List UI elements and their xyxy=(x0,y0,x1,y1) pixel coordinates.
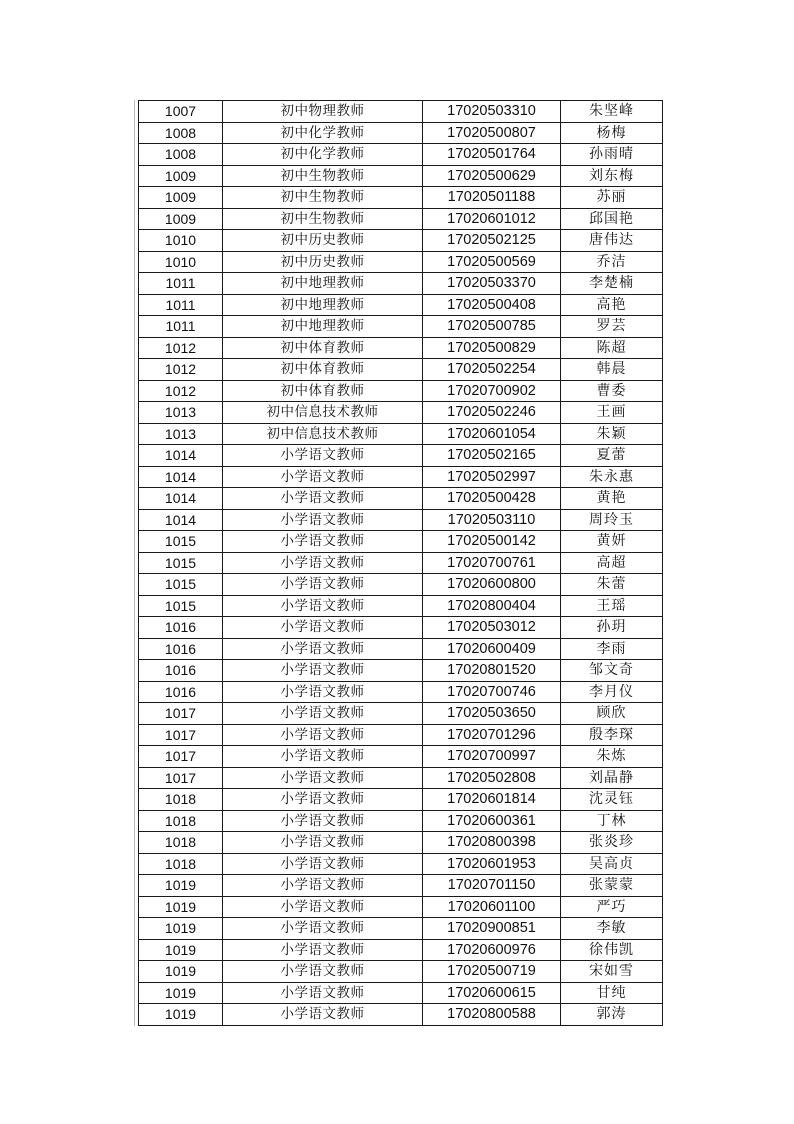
exam-number-cell: 17020501764 xyxy=(423,144,561,166)
table-row xyxy=(139,703,663,725)
candidate-name-cell: 吴高贞 xyxy=(561,853,663,875)
candidate-name-cell: 刘东梅 xyxy=(561,165,663,187)
exam-number-cell: 17020601100 xyxy=(423,896,561,918)
position-code-cell: 1014 xyxy=(139,466,223,488)
table-row xyxy=(139,402,663,424)
candidate-name-cell: 朱炼 xyxy=(561,746,663,768)
position-title-cell: 小学语文教师 xyxy=(223,1004,423,1026)
position-code-cell: 1019 xyxy=(139,939,223,961)
position-title-cell: 小学语文教师 xyxy=(223,574,423,596)
position-title-cell: 小学语文教师 xyxy=(223,746,423,768)
exam-number-cell: 17020500142 xyxy=(423,531,561,553)
position-code-cell: 1009 xyxy=(139,208,223,230)
position-code-cell: 1019 xyxy=(139,1004,223,1026)
table-row xyxy=(139,853,663,875)
position-title-cell: 初中地理教师 xyxy=(223,294,423,316)
table-row xyxy=(139,251,663,273)
position-title-cell: 初中信息技术教师 xyxy=(223,402,423,424)
table-row xyxy=(139,939,663,961)
candidate-name-cell: 李楚楠 xyxy=(561,273,663,295)
candidate-name-cell: 王瑶 xyxy=(561,595,663,617)
position-title-cell: 初中历史教师 xyxy=(223,230,423,252)
position-title-cell: 初中地理教师 xyxy=(223,316,423,338)
candidate-name-cell: 孙玥 xyxy=(561,617,663,639)
position-code-cell: 1019 xyxy=(139,875,223,897)
position-title-cell: 初中地理教师 xyxy=(223,273,423,295)
candidate-name-cell: 郭涛 xyxy=(561,1004,663,1026)
position-title-cell: 初中生物教师 xyxy=(223,165,423,187)
candidate-name-cell: 黄艳 xyxy=(561,488,663,510)
position-title-cell: 小学语文教师 xyxy=(223,488,423,510)
candidate-name-cell: 宋如雪 xyxy=(561,961,663,983)
position-code-cell: 1009 xyxy=(139,165,223,187)
exam-number-cell: 17020502254 xyxy=(423,359,561,381)
candidate-name-cell: 陈超 xyxy=(561,337,663,359)
position-code-cell: 1009 xyxy=(139,187,223,209)
table-row xyxy=(139,617,663,639)
position-title-cell: 小学语文教师 xyxy=(223,531,423,553)
table-row xyxy=(139,122,663,144)
candidate-name-cell: 沈灵钰 xyxy=(561,789,663,811)
position-code-cell: 1010 xyxy=(139,251,223,273)
position-code-cell: 1013 xyxy=(139,423,223,445)
table-row xyxy=(139,488,663,510)
candidate-name-cell: 罗芸 xyxy=(561,316,663,338)
exam-number-cell: 17020801520 xyxy=(423,660,561,682)
table-row xyxy=(139,531,663,553)
exam-number-cell: 17020500807 xyxy=(423,122,561,144)
table-row xyxy=(139,187,663,209)
candidate-name-cell: 张炎珍 xyxy=(561,832,663,854)
position-code-cell: 1016 xyxy=(139,638,223,660)
candidate-name-cell: 高超 xyxy=(561,552,663,574)
position-title-cell: 小学语文教师 xyxy=(223,767,423,789)
position-code-cell: 1010 xyxy=(139,230,223,252)
exam-number-cell: 17020502997 xyxy=(423,466,561,488)
exam-number-cell: 17020600800 xyxy=(423,574,561,596)
candidate-name-cell: 夏蕾 xyxy=(561,445,663,467)
table-row xyxy=(139,982,663,1004)
candidate-name-cell: 黄妍 xyxy=(561,531,663,553)
exam-number-cell: 17020503012 xyxy=(423,617,561,639)
position-title-cell: 小学语文教师 xyxy=(223,445,423,467)
candidate-name-cell: 徐伟凯 xyxy=(561,939,663,961)
position-code-cell: 1015 xyxy=(139,574,223,596)
table-row xyxy=(139,896,663,918)
exam-number-cell: 17020500785 xyxy=(423,316,561,338)
exam-number-cell: 17020601012 xyxy=(423,208,561,230)
exam-number-cell: 17020502125 xyxy=(423,230,561,252)
candidate-name-cell: 李敏 xyxy=(561,918,663,940)
table-body xyxy=(139,101,663,1026)
position-code-cell: 1007 xyxy=(139,101,223,123)
position-title-cell: 初中生物教师 xyxy=(223,187,423,209)
table-row xyxy=(139,230,663,252)
exam-number-cell: 17020601953 xyxy=(423,853,561,875)
exam-number-cell: 17020700997 xyxy=(423,746,561,768)
exam-number-cell: 17020503110 xyxy=(423,509,561,531)
exam-number-cell: 17020600615 xyxy=(423,982,561,1004)
candidate-name-cell: 周玲玉 xyxy=(561,509,663,531)
table-row xyxy=(139,961,663,983)
position-title-cell: 小学语文教师 xyxy=(223,617,423,639)
candidate-name-cell: 朱颖 xyxy=(561,423,663,445)
position-code-cell: 1008 xyxy=(139,144,223,166)
table-row xyxy=(139,810,663,832)
table-row xyxy=(139,746,663,768)
position-title-cell: 小学语文教师 xyxy=(223,703,423,725)
candidate-name-cell: 张蒙蒙 xyxy=(561,875,663,897)
candidate-name-cell: 朱永惠 xyxy=(561,466,663,488)
table-row xyxy=(139,767,663,789)
position-title-cell: 小学语文教师 xyxy=(223,660,423,682)
table-row xyxy=(139,638,663,660)
table-row xyxy=(139,875,663,897)
position-title-cell: 初中信息技术教师 xyxy=(223,423,423,445)
position-title-cell: 小学语文教师 xyxy=(223,982,423,1004)
position-title-cell: 小学语文教师 xyxy=(223,724,423,746)
position-code-cell: 1014 xyxy=(139,509,223,531)
table-row xyxy=(139,316,663,338)
candidate-name-cell: 苏丽 xyxy=(561,187,663,209)
position-code-cell: 1018 xyxy=(139,789,223,811)
candidate-name-cell: 杨梅 xyxy=(561,122,663,144)
exam-number-cell: 17020900851 xyxy=(423,918,561,940)
position-code-cell: 1018 xyxy=(139,832,223,854)
exam-number-cell: 17020600976 xyxy=(423,939,561,961)
exam-number-cell: 17020500829 xyxy=(423,337,561,359)
position-code-cell: 1019 xyxy=(139,961,223,983)
candidate-name-cell: 王画 xyxy=(561,402,663,424)
position-title-cell: 初中历史教师 xyxy=(223,251,423,273)
table-row xyxy=(139,660,663,682)
position-code-cell: 1015 xyxy=(139,595,223,617)
exam-number-cell: 17020503310 xyxy=(423,101,561,123)
exam-number-cell: 17020501188 xyxy=(423,187,561,209)
candidate-results-table xyxy=(138,100,663,1026)
candidate-name-cell: 邹文奇 xyxy=(561,660,663,682)
position-title-cell: 初中体育教师 xyxy=(223,337,423,359)
exam-number-cell: 17020600361 xyxy=(423,810,561,832)
table-row xyxy=(139,1004,663,1026)
position-title-cell: 小学语文教师 xyxy=(223,789,423,811)
candidate-name-cell: 孙雨晴 xyxy=(561,144,663,166)
exam-number-cell: 17020502246 xyxy=(423,402,561,424)
position-title-cell: 初中化学教师 xyxy=(223,144,423,166)
position-code-cell: 1017 xyxy=(139,767,223,789)
table-row xyxy=(139,144,663,166)
candidate-name-cell: 顾欣 xyxy=(561,703,663,725)
position-title-cell: 小学语文教师 xyxy=(223,939,423,961)
exam-number-cell: 17020701296 xyxy=(423,724,561,746)
exam-number-cell: 17020500629 xyxy=(423,165,561,187)
position-code-cell: 1019 xyxy=(139,982,223,1004)
exam-number-cell: 17020502808 xyxy=(423,767,561,789)
candidate-name-cell: 曹委 xyxy=(561,380,663,402)
position-code-cell: 1015 xyxy=(139,552,223,574)
candidate-name-cell: 朱蕾 xyxy=(561,574,663,596)
position-code-cell: 1013 xyxy=(139,402,223,424)
position-code-cell: 1011 xyxy=(139,273,223,295)
position-title-cell: 小学语文教师 xyxy=(223,638,423,660)
table-row xyxy=(139,208,663,230)
exam-number-cell: 17020601814 xyxy=(423,789,561,811)
exam-number-cell: 17020800404 xyxy=(423,595,561,617)
table-row xyxy=(139,165,663,187)
candidate-name-cell: 刘晶静 xyxy=(561,767,663,789)
position-code-cell: 1011 xyxy=(139,316,223,338)
position-title-cell: 初中物理教师 xyxy=(223,101,423,123)
table-row xyxy=(139,101,663,123)
position-code-cell: 1016 xyxy=(139,617,223,639)
table-row xyxy=(139,832,663,854)
position-code-cell: 1017 xyxy=(139,746,223,768)
position-title-cell: 小学语文教师 xyxy=(223,961,423,983)
candidate-name-cell: 邱国艳 xyxy=(561,208,663,230)
exam-number-cell: 17020500428 xyxy=(423,488,561,510)
exam-number-cell: 17020800398 xyxy=(423,832,561,854)
table-row xyxy=(139,294,663,316)
position-title-cell: 小学语文教师 xyxy=(223,896,423,918)
candidate-name-cell: 朱坚峰 xyxy=(561,101,663,123)
position-title-cell: 小学语文教师 xyxy=(223,853,423,875)
position-title-cell: 初中体育教师 xyxy=(223,359,423,381)
position-title-cell: 小学语文教师 xyxy=(223,509,423,531)
candidate-name-cell: 唐伟达 xyxy=(561,230,663,252)
position-code-cell: 1015 xyxy=(139,531,223,553)
table-row xyxy=(139,789,663,811)
candidate-name-cell: 乔洁 xyxy=(561,251,663,273)
candidate-name-cell: 李月仪 xyxy=(561,681,663,703)
position-title-cell: 小学语文教师 xyxy=(223,918,423,940)
candidate-name-cell: 殷李琛 xyxy=(561,724,663,746)
exam-number-cell: 17020700746 xyxy=(423,681,561,703)
exam-number-cell: 17020700902 xyxy=(423,380,561,402)
candidate-name-cell: 高艳 xyxy=(561,294,663,316)
table-row xyxy=(139,509,663,531)
exam-number-cell: 17020500719 xyxy=(423,961,561,983)
position-code-cell: 1014 xyxy=(139,445,223,467)
position-code-cell: 1014 xyxy=(139,488,223,510)
candidate-name-cell: 甘纯 xyxy=(561,982,663,1004)
position-title-cell: 小学语文教师 xyxy=(223,875,423,897)
position-title-cell: 初中体育教师 xyxy=(223,380,423,402)
exam-number-cell: 17020500569 xyxy=(423,251,561,273)
position-code-cell: 1018 xyxy=(139,810,223,832)
table-row xyxy=(139,918,663,940)
table-row xyxy=(139,552,663,574)
position-code-cell: 1012 xyxy=(139,380,223,402)
position-title-cell: 小学语文教师 xyxy=(223,466,423,488)
position-title-cell: 小学语文教师 xyxy=(223,810,423,832)
position-code-cell: 1016 xyxy=(139,660,223,682)
position-title-cell: 小学语文教师 xyxy=(223,681,423,703)
table-row xyxy=(139,423,663,445)
candidate-name-cell: 李雨 xyxy=(561,638,663,660)
candidate-name-cell: 严巧 xyxy=(561,896,663,918)
exam-number-cell: 17020503650 xyxy=(423,703,561,725)
candidate-name-cell: 韩晨 xyxy=(561,359,663,381)
exam-number-cell: 17020500408 xyxy=(423,294,561,316)
exam-number-cell: 17020701150 xyxy=(423,875,561,897)
position-title-cell: 小学语文教师 xyxy=(223,832,423,854)
exam-number-cell: 17020503370 xyxy=(423,273,561,295)
position-code-cell: 1018 xyxy=(139,853,223,875)
position-title-cell: 小学语文教师 xyxy=(223,595,423,617)
exam-number-cell: 17020800588 xyxy=(423,1004,561,1026)
position-code-cell: 1019 xyxy=(139,896,223,918)
position-code-cell: 1012 xyxy=(139,337,223,359)
table-row xyxy=(139,466,663,488)
table-row xyxy=(139,359,663,381)
position-code-cell: 1016 xyxy=(139,681,223,703)
exam-number-cell: 17020700761 xyxy=(423,552,561,574)
table-row xyxy=(139,380,663,402)
table-row xyxy=(139,595,663,617)
exam-number-cell: 17020502165 xyxy=(423,445,561,467)
table-row xyxy=(139,445,663,467)
table-row xyxy=(139,337,663,359)
position-code-cell: 1008 xyxy=(139,122,223,144)
candidate-name-cell: 丁林 xyxy=(561,810,663,832)
scan-edge-line xyxy=(134,100,135,1026)
exam-number-cell: 17020601054 xyxy=(423,423,561,445)
table-row xyxy=(139,724,663,746)
position-title-cell: 小学语文教师 xyxy=(223,552,423,574)
results-table-container xyxy=(138,100,662,1026)
position-code-cell: 1012 xyxy=(139,359,223,381)
position-title-cell: 初中化学教师 xyxy=(223,122,423,144)
table-row xyxy=(139,273,663,295)
position-code-cell: 1011 xyxy=(139,294,223,316)
exam-number-cell: 17020600409 xyxy=(423,638,561,660)
position-code-cell: 1017 xyxy=(139,724,223,746)
table-row xyxy=(139,574,663,596)
position-code-cell: 1019 xyxy=(139,918,223,940)
table-row xyxy=(139,681,663,703)
position-code-cell: 1017 xyxy=(139,703,223,725)
position-title-cell: 初中生物教师 xyxy=(223,208,423,230)
